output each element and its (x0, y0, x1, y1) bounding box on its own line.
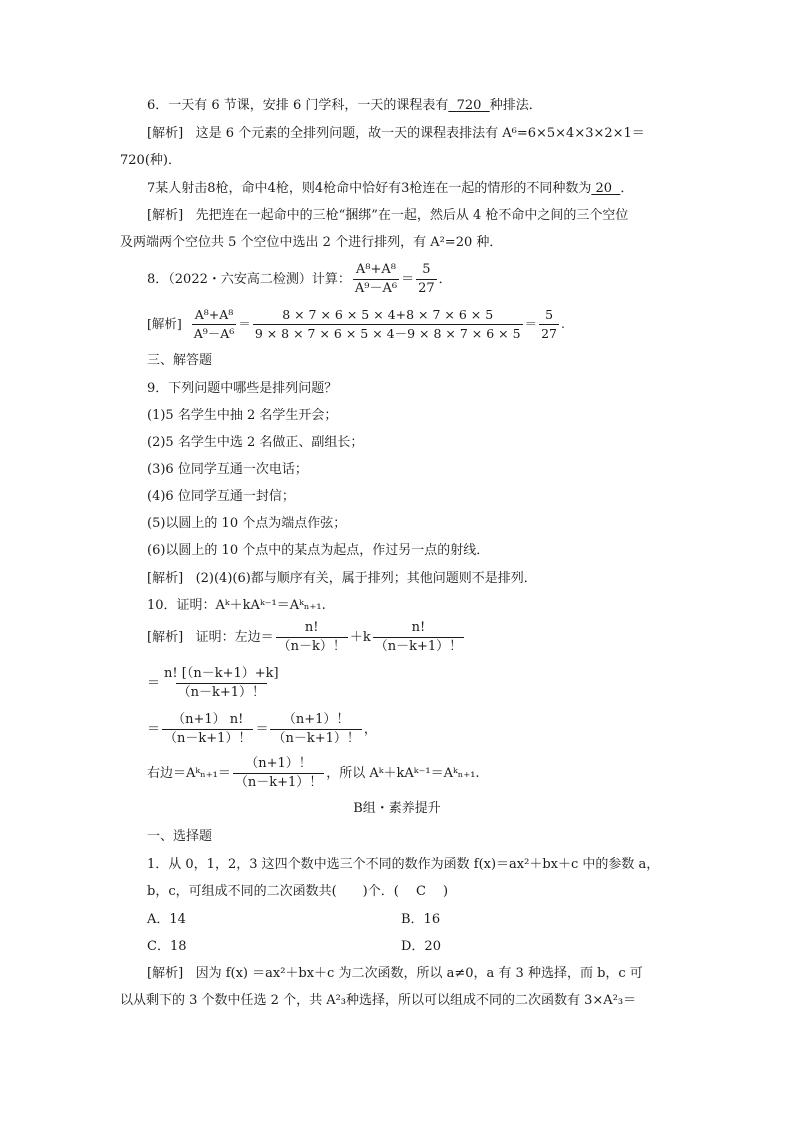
q10-proof-line-3: ＝ $\frac{(n+1) n!}{(n-k+1)!}$ ＝ $\frac{(n+1)!}{(n-k+1)!}$ ， (147, 712, 377, 746)
q9-item: (6)以圆上的 10 个点中的某点为起点，作过另一点的射线． (147, 543, 490, 558)
q7-solution (147, 207, 628, 225)
q9-item: (4)6 位同学互通一封信； (147, 489, 295, 504)
b1-solution (147, 965, 643, 983)
q9-item: (3)6 位同学互通一次电话； (147, 462, 308, 477)
q10-fraction: $\frac{n!}{(n-k+1)!}$ (374, 620, 463, 654)
solution-tag: [解析] (147, 630, 184, 645)
q8-fraction: $\frac{\text{A⁸+A⁸}}{\text{A⁹－A⁶}}$ (354, 262, 398, 296)
q9-item: (2)5 名学生中选 2 名做正、副组长； (147, 435, 364, 450)
q6-stem-pre: 6．一天有 6 节课，安排 6 门学科，一天的课程表有 (147, 98, 449, 113)
q6-solution-text: 这是 6 个元素的全排列问题，故一天的课程表排法有 A⁶=6×5×4×3×2×1＝ (195, 126, 645, 141)
q7-answer: 20 (595, 181, 613, 196)
b1-option-d: D．20 (401, 939, 441, 954)
b1-stem-line-2: b，c，可组成不同的二次函数共( )个．( C ) (147, 884, 449, 899)
q6-solution-cont: 720(种)． (120, 153, 181, 168)
b1-option-a: A．14 (147, 912, 186, 927)
section-heading-1: 一、选择题 (147, 829, 213, 844)
q6-stem (147, 97, 542, 115)
solution-tag: [解析] (147, 316, 182, 331)
q6-solution (147, 125, 645, 143)
q7-stem-post: ． (620, 181, 634, 196)
q6-stem-post: 种排法． (489, 98, 542, 113)
q10-fraction: $\frac{(n+1) n!}{(n-k+1)!}$ (164, 712, 252, 746)
b1-option-c: C．18 (147, 939, 187, 954)
q8-stem: 8．（2022・六安高二检测）计算： $\frac{\text{A⁸+A⁸}}{\text{A⁹－A⁶}}$ ＝ $\frac{5}{27}$ ． (147, 262, 452, 296)
b1-solution-cont: 以从剩下的 3 个数中任选 2 个，共 A²₃种选择，所以可以组成不同的二次函数有 3×A²₃＝ (120, 993, 637, 1008)
q10-proof-line-1: [解析] 证明：左边＝ $\frac{n!}{(n-k)!}$ ＋k $\frac{n!}{(n-k+1)!}$ (147, 620, 463, 654)
q9-solution-text: (2)(4)(6)都与顺序有关，属于排列；其他问题则不是排列． (195, 571, 537, 586)
solution-tag: [解析] (147, 126, 184, 141)
q8-answer: $\frac{5}{27}$ (418, 262, 435, 296)
q10-proof-line-2: ＝ $\frac{n! [(n-k+1)+k]}{(n-k+1)!}$ (147, 666, 279, 700)
q10-proof-line-4: 右边＝Aᵏₙ₊₁＝ $\frac{(n+1)!}{(n-k+1)!}$ ，所以 Aᵏ＋kAᵏ⁻¹＝Aᵏₙ₊₁. (147, 756, 480, 790)
section-heading-3: 三、解答题 (147, 353, 213, 368)
b1-solution-text: 因为 f(x) ＝ax²＋bx＋c 为二次函数，所以 a≠0，a 有 3 种选择，而 b，c 可 (195, 966, 643, 981)
b1-option-b: B．16 (401, 912, 441, 927)
solution-tag: [解析] (147, 208, 184, 223)
group-b-heading: B组・素养提升 (353, 801, 441, 816)
solution-tag: [解析] (147, 966, 184, 981)
q8-solution: [解析] $\frac{\text{A⁸+A⁸}}{\text{A⁹－A⁶}}$ ＝ $\frac{8 \times 7 \times 6 \times 5 \times 4+8 \times 7 \times 6 \times 5}{9 \times 8 \times 7 \times 6 \times 5 \times 4-9 \times 8 \times 7 \times 6 \times 5}$ ＝ $\frac{5}{27}$ . (147, 307, 565, 341)
q7-solution-text: 先把连在一起命中的三枪“捆绑”在一起，然后从 4 枪不命中之间的三个空位 (195, 208, 629, 223)
b1-stem-line-1: 1．从 0，1，2，3 这四个数中选三个不同的数作为函数 f(x)＝ax²＋bx＋c 中的参数 a， (147, 857, 660, 872)
q10-fraction: $\frac{n!}{(n-k)!}$ (277, 620, 346, 654)
q8-stem-pre: 8．（2022・六安高二检测）计算： (147, 272, 351, 287)
q9-item: (1)5 名学生中抽 2 名学生开会； (147, 408, 338, 423)
solution-tag: [解析] (147, 571, 184, 586)
q8-sol-result: $\frac{5}{27}$ (541, 307, 557, 341)
q10-fraction: $\frac{n! [(n-k+1)+k]}{(n-k+1)!}$ (164, 666, 279, 700)
q7-stem-pre: 7某人射击8枪，命中4枪，则4枪命中恰好有3枪连在一起的情形的不同种数为 (147, 181, 592, 196)
q9-solution (147, 570, 537, 588)
q9-stem: 9．下列问题中哪些是排列问题？ (147, 381, 338, 396)
q9-item: (5)以圆上的 10 个点为端点作弦； (147, 516, 347, 531)
q10-fraction: $\frac{(n+1)!}{(n-k+1)!}$ (234, 756, 323, 790)
q8-sol-lhs: $\frac{\text{A⁸+A⁸}}{\text{A⁹－A⁶}}$ (193, 307, 235, 341)
q10-stem: 10．证明：Aᵏ＋kAᵏ⁻¹＝Aᵏₙ₊₁. (147, 598, 326, 613)
q7-solution-cont: 及两端两个空位共 5 个空位中选出 2 个进行排列，有 A²=20 种． (120, 235, 503, 250)
q10-fraction: $\frac{(n+1)!}{(n-k+1)!}$ (272, 712, 360, 746)
q6-answer: 720 (456, 98, 482, 113)
q7-stem (147, 180, 633, 198)
q8-sol-expanded: $\frac{8 \times 7 \times 6 \times 5 \times 4+8 \times 7 \times 6 \times 5}{9 \times 8 \times 7 \times 6 \times 5 \times 4-9 \times 8 \times 7 \times 6 \times 5}$ (254, 307, 521, 341)
